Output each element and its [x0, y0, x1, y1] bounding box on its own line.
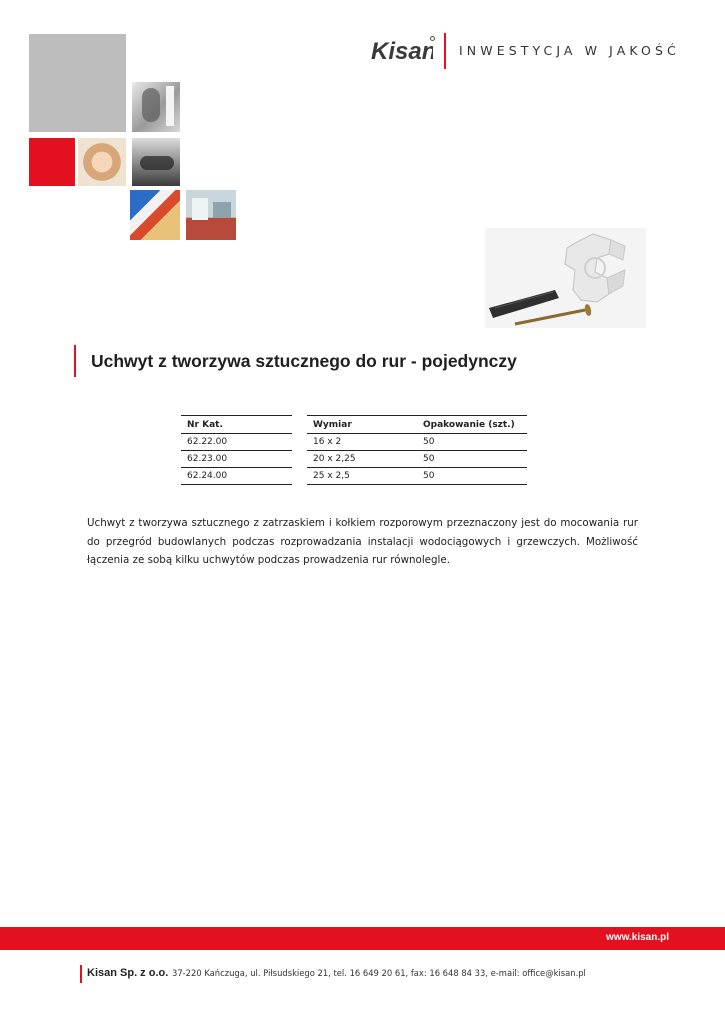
- dimension-cell: 16 x 2: [307, 434, 417, 451]
- table-row: [181, 468, 292, 485]
- catalog-number-cell: 62.22.00: [181, 434, 292, 451]
- dimension-cell: 20 x 2,25: [307, 451, 417, 468]
- floor-heating-photo: [186, 190, 236, 240]
- packaging-header: Opakowanie (szt.): [417, 416, 527, 434]
- company-address: 37-220 Kańczuga, ul. Piłsudskiego 21, tel. 16 649 20 61, fax: 16 648 84 33, e-mail: office@kisan.pl: [172, 968, 586, 978]
- catalog-number-table: [181, 415, 292, 485]
- logo-wordmark: Kisan: [371, 38, 433, 64]
- title-accent-bar: [74, 345, 76, 377]
- packaging-cell: 50: [417, 451, 527, 468]
- table-row: [307, 434, 527, 451]
- relaxing-woman-photo: [132, 138, 180, 186]
- packaging-cell: 50: [417, 434, 527, 451]
- header-divider: [444, 33, 446, 69]
- dimension-header: Wymiar: [307, 416, 417, 434]
- packaging-cell: 50: [417, 468, 527, 485]
- product-description: Uchwyt z tworzywa sztucznego z zatrzaskiem i kołkiem rozporowym przeznaczony jest do mocowania rur do przegród budowlanych podczas rozprowadzania instalacji wodociągowych i grzewczych. Możliwość łączenia ze sobą kilku uchwytów podczas prowadzenia rur równolegle.: [87, 517, 638, 566]
- specs-table: [307, 415, 527, 485]
- catalog-number-header: Nr Kat.: [181, 416, 292, 434]
- shower-photo: [132, 82, 180, 132]
- red-tile: [29, 138, 75, 186]
- dimension-cell: 25 x 2,5: [307, 468, 417, 485]
- company-name: Kisan Sp. z o.o.: [87, 967, 169, 979]
- tagline: INWESTYCJA W JAKOŚĆ: [459, 43, 680, 58]
- registered-mark-icon: [430, 36, 435, 41]
- gray-tile: [29, 34, 126, 132]
- product-title: Uchwyt z tworzywa sztucznego do rur - pojedynczy: [91, 351, 517, 371]
- fittings-photo: [78, 138, 126, 186]
- table-row: [307, 468, 527, 485]
- website-link[interactable]: www.kisan.pl: [606, 932, 669, 943]
- table-row: [307, 451, 527, 468]
- catalog-number-cell: 62.24.00: [181, 468, 292, 485]
- product-image: [485, 228, 646, 328]
- catalog-number-cell: 62.23.00: [181, 451, 292, 468]
- table-row: [181, 434, 292, 451]
- kisan-logo: [371, 38, 433, 64]
- plumbing-fittings-photo: [130, 190, 180, 240]
- footer-accent-bar: [80, 965, 82, 983]
- table-row: [181, 451, 292, 468]
